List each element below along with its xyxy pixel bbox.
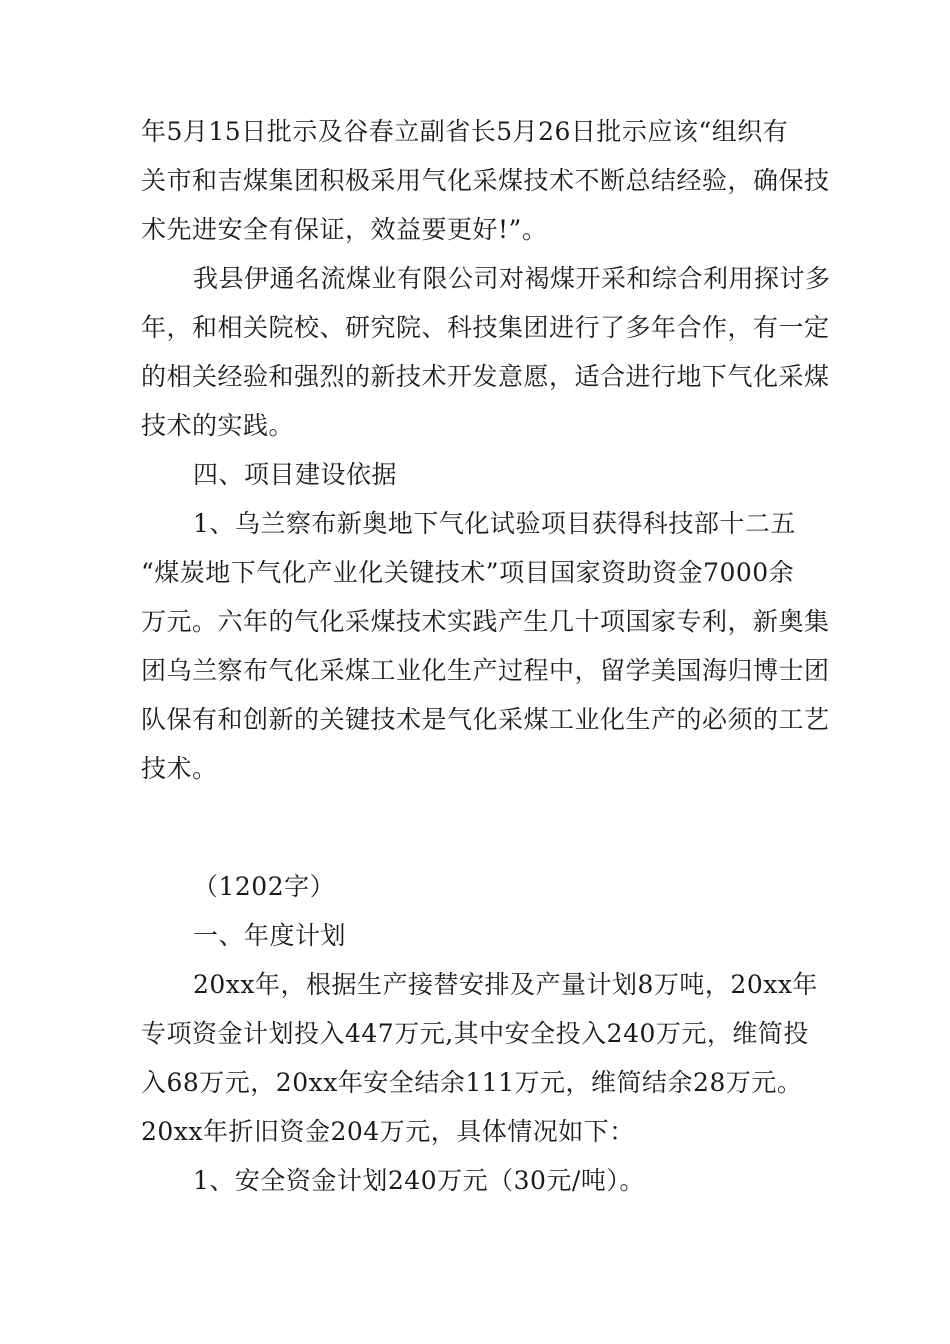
paragraph-line: 年5月15日批示及谷春立副省长5月26日批示应该“组织有 xyxy=(141,117,789,146)
paragraph-line: 队保有和创新的关键技术是气化采煤工业化生产的必须的工艺 xyxy=(141,705,830,734)
paragraph-line: 1、乌兰察布新奥地下气化试验项目获得科技部十二五 xyxy=(193,509,796,538)
paragraph-line: 的相关经验和强烈的新技术开发意愿，适合进行地下气化采煤 xyxy=(141,362,830,391)
paragraph-line: 20xx年折旧资金204万元，具体情况如下： xyxy=(141,1117,635,1146)
document-body xyxy=(141,107,841,1205)
paragraph-line: 专项资金计划投入447万元,其中安全投入240万元，维简投 xyxy=(141,1019,809,1048)
paragraph-line: 20xx年，根据生产接替安排及产量计划8万吨，20xx年 xyxy=(193,970,818,999)
paragraph-line: 关市和吉煤集团积极采用气化采煤技术不断总结经验，确保技 xyxy=(141,166,830,195)
paragraph-line: 年，和相关院校、研究院、科技集团进行了多年合作，有一定 xyxy=(141,313,830,342)
word-count: （1202字） xyxy=(193,872,336,901)
paragraph-line: 我县伊通名流煤业有限公司对褐煤开采和综合利用探讨多 xyxy=(193,264,831,293)
section-heading: 四、项目建设依据 xyxy=(193,460,398,489)
paragraph-line: 技术。 xyxy=(141,754,218,783)
section-heading: 一、年度计划 xyxy=(193,921,347,950)
list-item: 1、安全资金计划240万元（30元/吨）。 xyxy=(193,1166,645,1195)
paragraph-line: 技术的实践。 xyxy=(141,411,295,440)
blank-gap xyxy=(141,793,841,862)
paragraph-line: 入68万元，20xx年安全结余111万元，维简结余28万元。 xyxy=(141,1068,803,1097)
paragraph-line: “煤炭地下气化产业化关键技术”项目国家资助资金7000余 xyxy=(141,558,795,587)
paragraph-line: 万元。六年的气化采煤技术实践产生几十项国家专利，新奥集 xyxy=(141,607,830,636)
paragraph-line: 团乌兰察布气化采煤工业化生产过程中，留学美国海归博士团 xyxy=(141,656,830,685)
paragraph-line: 术先进安全有保证，效益要更好!”。 xyxy=(141,215,548,244)
